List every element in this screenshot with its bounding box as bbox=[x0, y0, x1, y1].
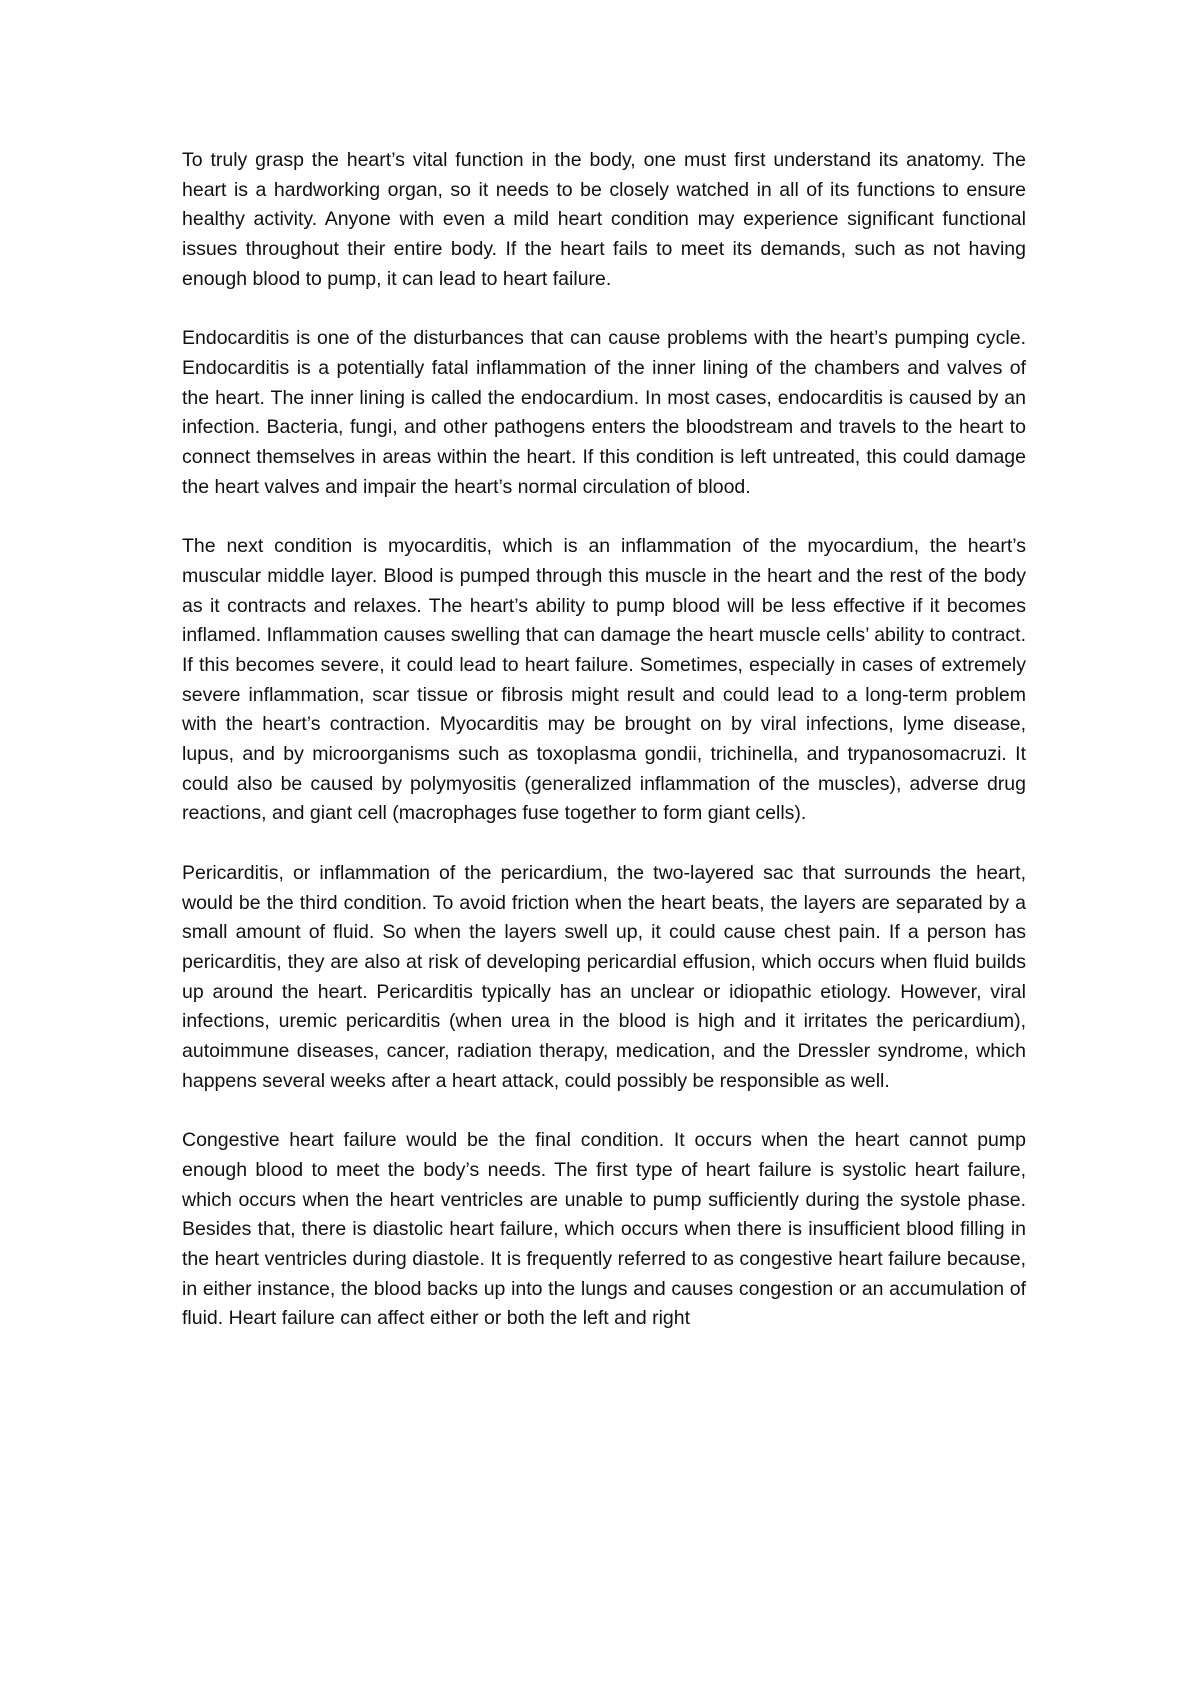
paragraph-pericarditis: Pericarditis, or inflammation of the pericardium, the two-layered sac that surrounds the heart, would be the third condition. To avoid friction when the heart beats, the layers are separated by a small amount of fluid. So when the layers swell up, it could cause chest pain. If a person has pericarditis, they are also at risk of developing pericardial effusion, which occurs when fluid builds up around the heart. Pericarditis typically has an unclear or idiopathic etiology. However, viral infections, uremic pericarditis (when urea in the blood is high and it irritates the pericardium), autoimmune diseases, cancer, radiation therapy, medication, and the Dressler syndrome, which happens several weeks after a heart attack, could possibly be responsible as well. bbox=[182, 861, 1026, 1092]
paragraph-heart-anatomy: To truly grasp the heart’s vital function in the body, one must first understand its anatomy. The heart is a hardworking organ, so it needs to be closely watched in all of its functions to ensure healthy activity. Anyone with even a mild heart condition may experience significant functional issues throughout their entire body. If the heart fails to meet its demands, such as not having enough blood to pump, it can lead to heart failure. bbox=[182, 149, 1026, 290]
document-page bbox=[182, 146, 1026, 1364]
paragraph-endocarditis: Endocarditis is one of the disturbances that can cause problems with the heart’s pumping cycle. Endocarditis is a potentially fatal inflammation of the inner lining of the chambers and valves of the heart. The inner lining is called the endocardium. In most cases, endocarditis is caused by an infection. Bacteria, fungi, and other pathogens enters the bloodstream and travels to the heart to connect themselves in areas within the heart. If this condition is left untreated, this could damage the heart valves and impair the heart’s normal circulation of blood. bbox=[182, 327, 1026, 498]
paragraph-congestive-heart-failure: Congestive heart failure would be the final condition. It occurs when the heart cannot pump enough blood to meet the body’s needs. The first type of heart failure is systolic heart failure, which occurs when the heart ventricles are unable to pump sufficiently during the systole phase. Besides that, there is diastolic heart failure, which occurs when there is insufficient blood filling in the heart ventricles during diastole. It is frequently referred to as congestive heart failure because, in either instance, the blood backs up into the lungs and causes congestion or an accumulation of fluid. Heart failure can affect either or both the left and right bbox=[182, 1129, 1026, 1330]
paragraph-myocarditis: The next condition is myocarditis, which is an inflammation of the myocardium, the heart’s muscular middle layer. Blood is pumped through this muscle in the heart and the rest of the body as it contracts and relaxes. The heart’s ability to pump blood will be less effective if it becomes inflamed. Inflammation causes swelling that can damage the heart muscle cells’ ability to contract. If this becomes severe, it could lead to heart failure. Sometimes, especially in cases of extremely severe inflammation, scar tissue or fibrosis might result and could lead to a long-term problem with the heart’s contraction. Myocarditis may be brought on by viral infections, lyme disease, lupus, and by microorganisms such as toxoplasma gondii, trichinella, and trypanosomacruzi. It could also be caused by polymyositis (generalized inflammation of the muscles), adverse drug reactions, and giant cell (macrophages fuse together to form giant cells). bbox=[182, 535, 1026, 825]
